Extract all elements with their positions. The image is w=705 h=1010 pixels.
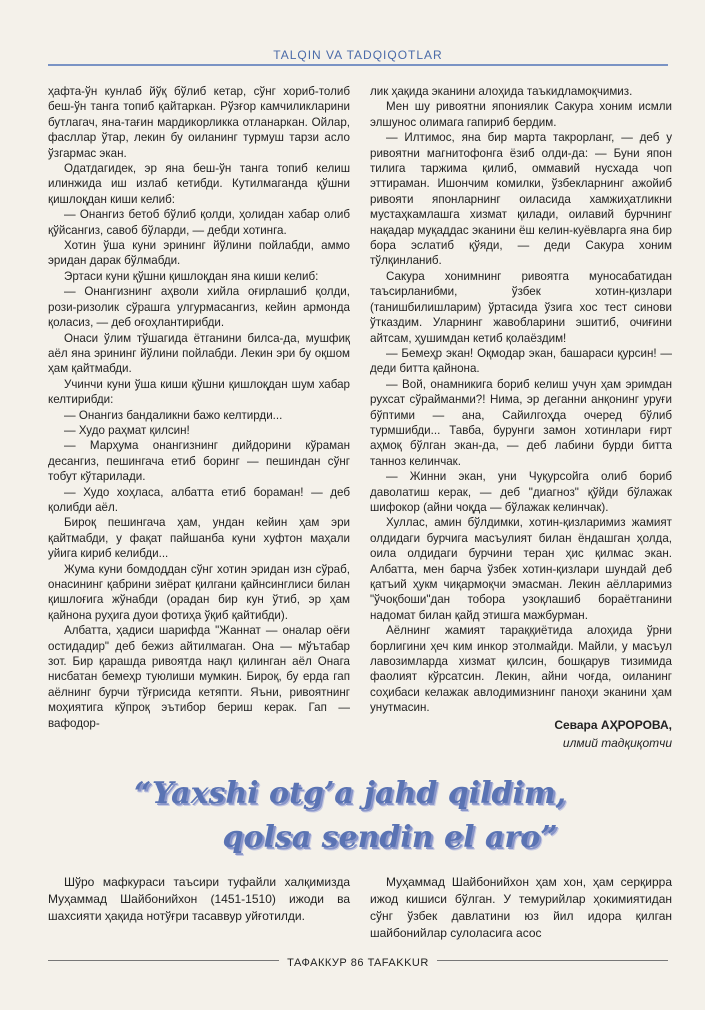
left-column [48,84,350,731]
new-article-left-text: Шўро мафкураси таъсири туфайли халқимизда Муҳаммад Шайбонийхон (1451-1510) ижоди ва шахсияти ҳақида нотўғри тасаввур уйғотилди. [48,875,350,923]
footer-text: ТАФАККУР 86 TAFAKKUR [279,957,437,969]
header-title: TALQIN VA TADQIQOTLAR [265,48,450,62]
paragraph: — Худо хоҳласа, албатта етиб бораман! — деб қолибди аёл. [48,485,350,514]
paragraph: Хотин ўша куни эрининг йўлини пойлабди, аммо эридан дарак бўлмабди. [48,239,350,268]
paragraph: Эртаси куни қўшни қишлоқдан яна киши келиб: [64,269,319,283]
article-title-quote [120,772,620,860]
paragraph: Хуллас, амин бўлдимки, хотин-қизларимиз жамият олдидаги бурчига масъулият билан ёндашган ҳолда, оила олдидаги бурчини теран ҳис қилмас экан. Албатта, мен барча ўзбек хотин-қизлари шундай деб қатъий ҳукм чиқармоқчи эмасман. Лекин аёлларимиз "ўчоқбоши"дан тобора узоқлашиб бораётганини надомат билан қайд этишга мажбурман. [370,516,672,622]
paragraph: Одатдагидек, эр яна беш-ўн танга топиб келиш илинжида иш излаб кетибди. Кутилмаганда қўшни қишлоқдан киши келиб: [48,162,350,206]
paragraph: лик ҳақида эканини алоҳида таъкидламоқчимиз. [370,85,633,98]
paragraph: Албатта, ҳадиси шарифда "Жаннат — оналар оёғи остидадир" деб бежиз айтилмаган. Она — мўътабар зот. Бир қарашда ривоятда нақл қилинган аёл Онага нисбатан бемеҳр туюлиши мумкин. Бироқ, бу ерда гап аёлнинг бурчи тўғрисида кетяпти. Яъни, ривоятнинг моҳиятига кўпроқ эътибор бериш керак. Гап — вафодор- [48,624,350,730]
paragraph: — Онангиз бандаликни бажо келтирди... [64,408,283,422]
paragraph: — Жинни экан, уни Чуқурсойга олиб бориб даволатиш керак, — деб "диагноз" қўйди бўлажак шифокор (айни чоқда — бўлажак келинчак). [370,470,672,514]
paragraph: — Марҳума онангизнинг дийдорини кўраман десангиз, пешингача етиб боринг — пешиндан сўнг тобут кўтарилади. [48,439,350,484]
paragraph: — Бемеҳр экан! Оқмодар экан, башараси қурсин! — деди битта қайнона. [370,346,672,376]
running-header [48,44,668,66]
quote-line-2: qolsa sendin el aro” [222,820,558,855]
paragraph: — Вой, онамникига бориб келиш учун ҳам эримдан рухсат сўрайманми?! Нима, эр деганни анқонинг уруғи бўптими — ана, Сайилгоҳда очеред бўлиб турмшибди... Тавба, бурунги замон хотинлари ғирт аҳмоқ бўлган экан-да, — деб лабини бурди битта танноз келинчак. [370,377,672,468]
paragraph: Онаси ўлим тўшагида ётганини билса-да, мушфиқ аёл яна эрининг йўлини пойлабди. Лекин эри бу оқшом ҳам қайтмабди. [48,331,350,376]
paragraph: Аёлнинг жамият тараққиётида алоҳида ўрни борлигини ҳеч ким инкор этолмайди. Майли, у масъул лавозимларда хизмат қилсин, бошқарув тизимида фаолият кўрсатсин. Лекин, айни чоғда, оиланинг соҳибаси келажак авлодимизнинг паноҳи эканини ҳам унутмасин. [370,624,672,715]
new-article-right-text: Муҳаммад Шайбонийхон ҳам хон, ҳам серқирра ижод кишиси бўлган. У темурийлар ҳокимиятидан сўнг ўзбек давлатини юз йил идора қилган шайбонийлар сулоласига асос [370,875,672,940]
paragraph: Бироқ пешингача ҳам, ундан кейин ҳам эри қайтмабди, у фақат пайшанба куни хуфтон маҳали уйига кириб келибди... [48,516,350,561]
right-column [370,84,672,716]
paragraph: ҳафта-ўн кунлаб йўқ бўлиб кетар, сўнг хориб-толиб беш-ўн танга топиб қайтаркан. Рўзғор камчиликларини бутлагач, яна-тағин мардикорликка отланаркан. Ойлар, фасллар ўтар, лекин бу оиланинг турмуш тарзи асло ўзгармас экан. [48,85,350,160]
paragraph: — Онангизнинг аҳволи хийла оғирлашиб қолди, рози-ризолик сўрашга улгурмасангиз, кейин армонда қоласиз, — деб оғоҳлантирибди. [48,285,350,330]
page-footer [48,957,668,973]
author-name: Севара АҲРОРОВА, [554,718,672,732]
quote-line-1: “Yaxshi otg’a jahd qildim, [133,776,567,811]
paragraph: — Илтимос, яна бир марта такрорланг, — деб у ривоятни магнитофонга ёзиб олди-да: — Буни япон тилига таржима қилиб, оммавий нусхада чоп эттираман. Ишончим комилки, ўзбекларнинг ажойиб ривояти японларнинг оиласида хамжиҳатликни мустаҳкамлашга хизмат қилади, оилавий бурчнинг нақадар муқаддас эканини ёш келин-куёвларга яна бир бора эслатиб қўяди, — деди Сакура хоним тўлқинланиб. [370,131,672,268]
paragraph: — Худо раҳмат қилсин! [64,423,190,437]
author-signature [370,716,672,752]
paragraph: Жума куни бомдоддан сўнг хотин эридан изн сўраб, онасининг қабрини зиёрат қилгани қайнсинглиси билан қишлоғига жўнабди (орадан бир кун ўтиб, эр ҳам қайнона руҳига дуои фотиҳа ўқиб қайтибди). [48,562,350,622]
author-role: илмий тадқиқотчи [562,736,672,750]
paragraph: Сакура хонимнинг ривоятга муносабатидан таъсирланибми, ўзбек хотин-қизлари (танишбилишларим) ўртасида ўзига хос тест синови ўтказдим. Уларнинг жавобларини эшитиб, очиғини айтсам, ҳушимдан кетиб қолаёздим! [370,269,672,345]
paragraph: — Онангиз бетоб бўлиб қолди, ҳолидан хабар олиб қўйсангиз, савоб бўларди, — дебди хотинга. [48,208,350,237]
paragraph: Учинчи куни ўша киши қўшни қишлоқдан шум хабар келтирибди: [48,377,350,407]
paragraph: Мен шу ривоятни япониялик Сакура хоним исмли элшунос олимага гапириб бердим. [370,100,672,129]
